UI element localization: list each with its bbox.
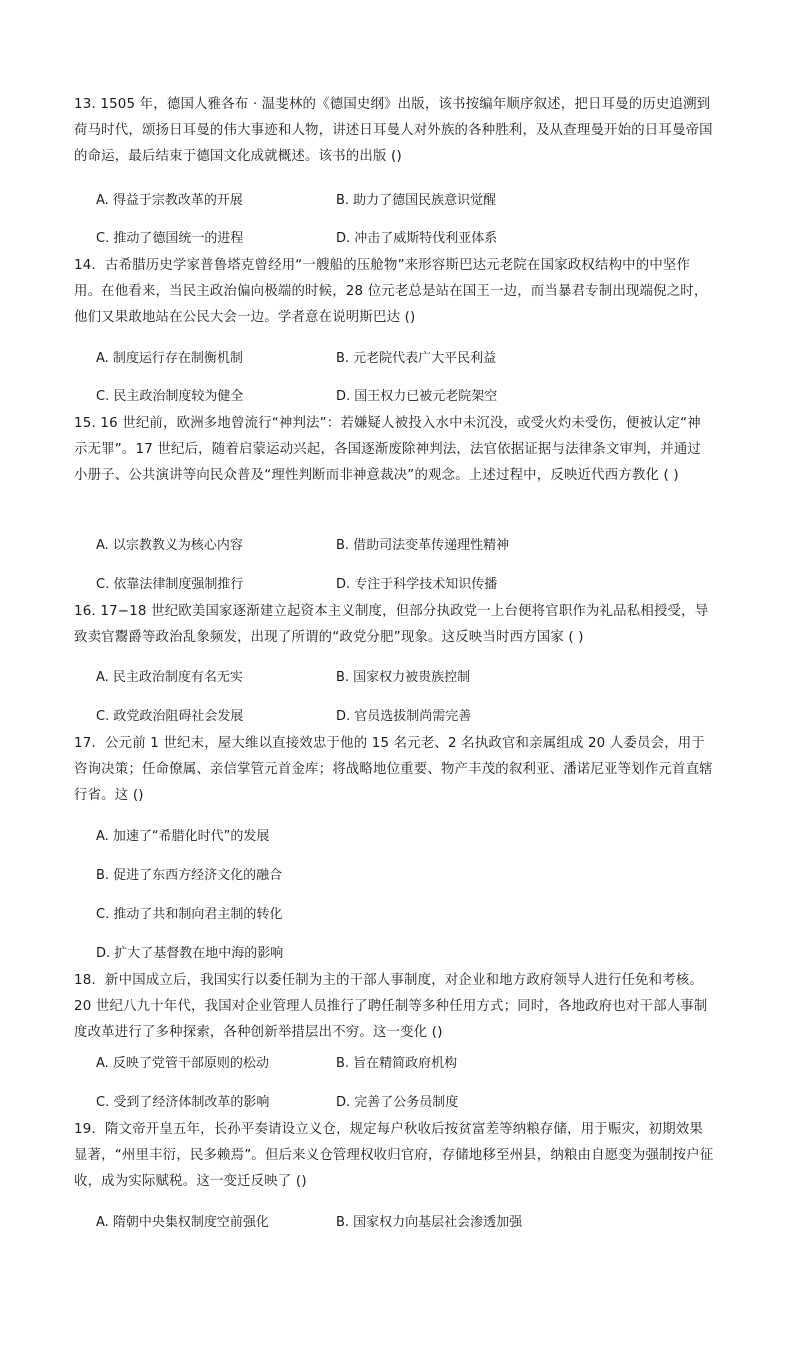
question-15-option-d: D. 专注于科学技术知识传播 [336, 577, 498, 592]
question-19-option-b: B. 国家权力向基层社会渗透加强 [336, 1215, 523, 1230]
question-15-option-c: C. 依靠法律制度强制推行 [96, 577, 244, 592]
question-18-option-d: D. 完善了公务员制度 [336, 1095, 459, 1110]
question-19-option-a: A. 隋朝中央集权制度空前强化 [96, 1215, 269, 1230]
question-15-stem: 15. 16 世纪前，欧洲多地曾流行“神判法”：若嫌疑人被投入水中未沉没，或受火灼未受伤，便被认定“神示无罪”。17 世纪后，随着启蒙运动兴起，各国逐渐废除神判法，法官依据证据与法律条文审判，并通过小册子、公共演讲等向民众普及“理性判断而非神意裁决”的观念。上述过程中，反映近代西方教化 ( ) [74, 416, 702, 483]
question-17-option-b: B. 促进了东西方经济文化的融合 [96, 868, 283, 883]
question-17-option-d: D. 扩大了基督教在地中海的影响 [96, 946, 284, 961]
question-16-option-b: B. 国家权力被贵族控制 [336, 670, 471, 685]
question-17-stem: 17．公元前 1 世纪末，屋大维以直接效忠于他的 15 名元老、2 名执政官和亲属组成 20 人委员会，用于咨询决策；任命僚属、亲信掌管元首金库；将战略地位重要、物产丰茂的叙利亚、潘诺尼亚等划作元首直辖行省。这 () [74, 736, 713, 803]
question-13-option-a: A. 得益于宗教改革的开展 [96, 193, 243, 208]
question-14-option-b: B. 元老院代表广大平民利益 [336, 351, 497, 366]
question-18-option-c: C. 受到了经济体制改革的影响 [96, 1095, 270, 1110]
question-19-stem: 19．隋文帝开皇五年，长孙平奏请设立义仓，规定每户秋收后按贫富差等纳粮存储，用于赈灾，初期效果显著，“州里丰衍，民多赖焉”。但后来义仓管理权收归官府，存储地移至州县，纳粮由自愿变为强制按户征收，成为实际赋税。这一变迁反映了 () [74, 1122, 714, 1189]
question-17-option-c: C. 推动了共和制向君主制的转化 [96, 907, 283, 922]
question-13-option-b: B. 助力了德国民族意识觉醒 [336, 193, 497, 208]
question-14-option-c: C. 民主政治制度较为健全 [96, 389, 244, 404]
question-13-stem: 13. 1505 年，德国人雅各布 · 温斐林的《德国史纲》出版，该书按编年顺序叙述，把日耳曼的历史追溯到荷马时代，颂扬日耳曼的伟大事迹和人物，讲述日耳曼人对外族的各种胜利，及从查理曼开始的日耳曼帝国的命运，最后结束于德国文化成就概述。该书的出版 () [74, 97, 713, 164]
question-14-option-a: A. 制度运行存在制衡机制 [96, 351, 243, 366]
question-18-stem: 18．新中国成立后，我国实行以委任制为主的干部人事制度，对企业和地方政府领导人进行任免和考核。20 世纪八九十年代，我国对企业管理人员推行了聘任制等多种任用方式；同时，各地政府也对干部人事制度改革进行了多种探索，各种创新举措层出不穷。这一变化 () [74, 973, 708, 1040]
question-18-option-a: A. 反映了党管干部原则的松动 [96, 1056, 269, 1071]
question-16-stem: 16. 17−18 世纪欧美国家逐渐建立起资本主义制度，但部分执政党一上台便将官职作为礼品私相授受，导致卖官鬻爵等政治乱象频发，出现了所谓的“政党分肥”现象。这反映当时西方国家 ( ) [74, 604, 709, 645]
question-14-option-d: D. 国王权力已被元老院架空 [336, 389, 498, 404]
question-16-option-c: C. 政党政治阻碍社会发展 [96, 709, 244, 724]
question-13-option-d: D. 冲击了威斯特伐利亚体系 [336, 231, 498, 246]
question-17-option-a: A. 加速了“希腊化时代”的发展 [96, 829, 270, 844]
question-16-option-a: A. 民主政治制度有名无实 [96, 670, 243, 685]
question-13-option-c: C. 推动了德国统一的进程 [96, 231, 244, 246]
question-15-option-a: A. 以宗教教义为核心内容 [96, 538, 243, 553]
question-15-option-b: B. 借助司法变革传递理性精神 [336, 538, 510, 553]
question-14-stem: 14．古希腊历史学家普鲁塔克曾经用“一艘船的压舱物”来形容斯巴达元老院在国家政权结构中的中坚作用。在他看来，当民主政治偏向极端的时候，28 位元老总是站在国王一边，而当暴君专制出现端倪之时，他们又果敢地站在公民大会一边。学者意在说明斯巴达 () [74, 258, 708, 325]
question-18-option-b: B. 旨在精简政府机构 [336, 1056, 458, 1071]
question-16-option-d: D. 官员选拔制尚需完善 [336, 709, 472, 724]
